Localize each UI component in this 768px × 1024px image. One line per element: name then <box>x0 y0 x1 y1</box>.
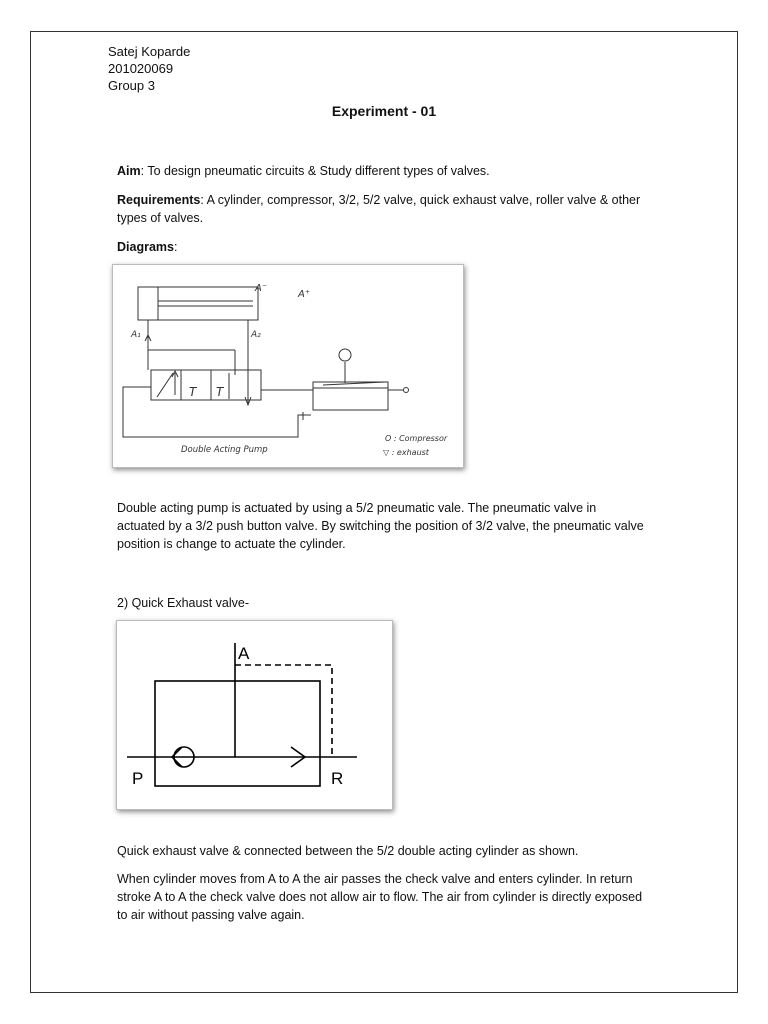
diagrams-label: Diagrams <box>117 240 174 254</box>
label-t1: T <box>189 385 197 399</box>
label-a1: A₁ <box>131 330 141 340</box>
label-a-plus: A⁺ <box>298 289 311 300</box>
valve-diagonal <box>157 373 173 397</box>
group-label: Group 3 <box>108 78 155 93</box>
figure-quick-exhaust-valve <box>116 620 393 810</box>
valve-5-2-body <box>151 370 261 400</box>
compressor-symbol <box>404 388 409 393</box>
author-name: Satej Koparde <box>108 44 191 59</box>
port-r-label: R <box>331 769 344 788</box>
quick-exhaust-valve-diagram <box>117 621 392 809</box>
figure-double-acting-pump <box>112 264 464 468</box>
aim-paragraph <box>117 162 647 180</box>
paragraph-quick-exhaust-connection: Quick exhaust valve & connected between the 5/2 double acting cylinder as shown. <box>117 844 579 858</box>
roll-number: 201020069 <box>108 61 174 76</box>
figure-caption: Double Acting Pump <box>181 445 268 455</box>
page-title: Experiment - 01 <box>331 103 437 119</box>
valve-body <box>155 681 320 786</box>
paragraph-cylinder-motion: When cylinder moves from A to A the air passes the check valve and enters cylinder. In return stroke A to A the check valve does not allow air to flow. The air from cylinder is directly exposed to air without passing valve again. <box>117 872 643 922</box>
double-acting-pump-diagram <box>113 265 463 467</box>
aim-label: Aim <box>117 164 141 178</box>
label-a-minus: A⁻ <box>255 283 268 294</box>
legend-compressor: O : Compressor <box>385 434 448 443</box>
requirements-text: : A cylinder, compressor, 3/2, 5/2 valve, quick exhaust valve, roller valve & other types of valves. <box>117 193 641 225</box>
diagrams-colon: : <box>173 240 178 254</box>
diagrams-heading <box>117 238 647 256</box>
section-quick-exhaust-heading: 2) Quick Exhaust valve- <box>117 596 249 610</box>
paragraph-double-acting: Double acting pump is actuated by using a 5/2 pneumatic vale. The pneumatic valve in actuated by a 3/2 push button valve. By switching the position of 3/2 valve, the pneumatic valve position is change to actuate the cylinder. <box>117 501 644 551</box>
label-a2: A₂ <box>251 330 261 340</box>
requirements-paragraph <box>117 191 647 227</box>
requirements-label: Requirements <box>117 193 201 207</box>
port-p-label: P <box>132 769 144 788</box>
port-a-label: A <box>238 644 250 663</box>
push-button-head <box>339 349 351 361</box>
cylinder-body <box>138 287 258 320</box>
label-t2: T <box>216 385 224 399</box>
legend-exhaust: ▽ : exhaust <box>383 448 429 457</box>
exhaust-dashed-line <box>235 665 332 757</box>
valve-3-2-body <box>313 382 388 410</box>
aim-text: : To design pneumatic circuits & Study different types of valves. <box>140 164 490 178</box>
